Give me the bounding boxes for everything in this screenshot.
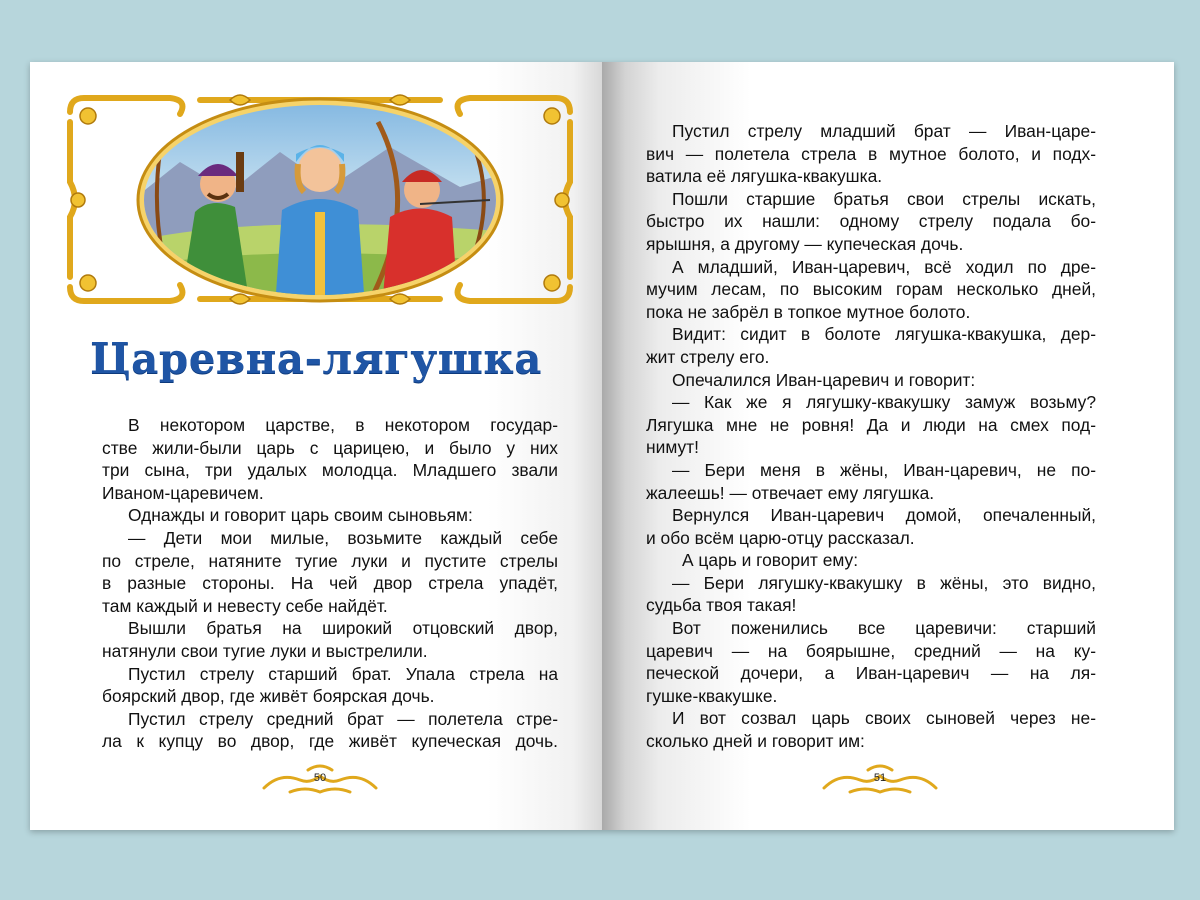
text-line: И вот созвал царь своих сыновей через не- bbox=[672, 708, 1096, 729]
text-line: Вот поженились все царевичи: старший bbox=[672, 618, 1096, 639]
text-line: три сына, три удалых молодца. Младшего звали bbox=[102, 460, 558, 481]
text-line: пока не забрёл в топкое мутное болото. bbox=[646, 301, 971, 322]
text-line: — Как же я лягушку-квакушку замуж возьму? bbox=[672, 392, 1096, 413]
text-line: Вышли братья на широкий отцовский двор, bbox=[128, 618, 558, 639]
text-line: Пустил стрелу старший брат. Упала стрела на bbox=[128, 663, 558, 684]
text-line: Видит: сидит в болоте лягушка-квакушка, дер- bbox=[672, 324, 1096, 345]
text-line: судьба твоя такая! bbox=[646, 595, 797, 616]
right-page bbox=[602, 62, 1174, 830]
text-line: жалеешь! — отвечает ему лягушка. bbox=[646, 482, 935, 503]
text-line: Иваном-царевичем. bbox=[102, 482, 264, 503]
text-line: Пустил стрелу средний брат — полетела стре- bbox=[128, 708, 558, 729]
text-line: Пошли старшие братья свои стрелы искать, bbox=[672, 188, 1096, 209]
text-line: — Бери меня в жёны, Иван-царевич, не по- bbox=[672, 459, 1096, 480]
page-number: 51 bbox=[873, 772, 887, 784]
page-number-ornament bbox=[820, 762, 940, 796]
text-line: стве жили-были царь с царицею, и было у них bbox=[102, 437, 558, 458]
text-line: Опечалился Иван-царевич и говорит: bbox=[672, 369, 976, 390]
text-line: Вернулся Иван-царевич домой, опечаленный, bbox=[672, 505, 1096, 526]
left-page bbox=[30, 62, 602, 830]
text-line: и обо всём царю-отцу рассказал. bbox=[646, 527, 915, 548]
text-line: царевич — на боярышне, средний — на ку- bbox=[646, 640, 1096, 661]
text-line: ла к купцу во двор, где живёт купеческая дочь. bbox=[102, 731, 558, 752]
text-line: А царь и говорит ему: bbox=[682, 550, 859, 571]
text-line: Лягушка мне не ровня! Да и люди на смех под- bbox=[646, 414, 1096, 435]
text-line: жит стрелу его. bbox=[646, 346, 770, 367]
text-line: вич — полетела стрела в мутное болото, и подх- bbox=[646, 143, 1096, 164]
text-line: Пустил стрелу младший брат — Иван-царе- bbox=[672, 121, 1096, 141]
text-line: по стреле, натяните тугие луки и пустите стрелы bbox=[102, 550, 558, 571]
story-title: Царевна-лягушка bbox=[90, 334, 542, 383]
text-line: А младший, Иван-царевич, всё ходил по дре- bbox=[672, 256, 1096, 277]
text-line: ватила её лягушка-квакушка. bbox=[646, 166, 883, 187]
text-line: печеской дочери, а Иван-царевич — на ля- bbox=[646, 663, 1096, 684]
text-line: Однажды и говорит царь своим сыновьям: bbox=[128, 505, 473, 526]
illustration-three-brothers-archers bbox=[60, 92, 580, 307]
text-line: натянули свои тугие луки и выстрелили. bbox=[102, 640, 428, 661]
text-line: быстро их нашли: одному стрелу подала бо- bbox=[646, 211, 1096, 232]
text-line: гушке-квакушке. bbox=[646, 685, 778, 706]
text-line: сколько дней и говорит им: bbox=[646, 731, 865, 752]
text-line: там каждый и невесту себе найдёт. bbox=[102, 595, 388, 616]
right-page-text bbox=[646, 120, 1096, 753]
open-book bbox=[30, 62, 1174, 830]
text-line: В некотором царстве, в некотором государ- bbox=[128, 415, 558, 435]
text-line: боярский двор, где живёт боярская дочь. bbox=[102, 686, 435, 707]
text-line: в разные стороны. На чей двор стрела упадёт, bbox=[102, 573, 558, 594]
text-line: — Бери лягушку-квакушку в жёны, это видно, bbox=[672, 572, 1096, 593]
page-number: 50 bbox=[313, 772, 327, 784]
text-line: нимут! bbox=[646, 437, 699, 458]
text-line: мучим лесам, по высоким горам несколько дней, bbox=[646, 279, 1096, 300]
text-line: — Дети мои милые, возьмите каждый себе bbox=[128, 527, 558, 548]
text-line: ярышня, а другому — купеческая дочь. bbox=[646, 233, 964, 254]
left-page-text bbox=[102, 414, 558, 753]
page-number-ornament bbox=[260, 762, 380, 796]
